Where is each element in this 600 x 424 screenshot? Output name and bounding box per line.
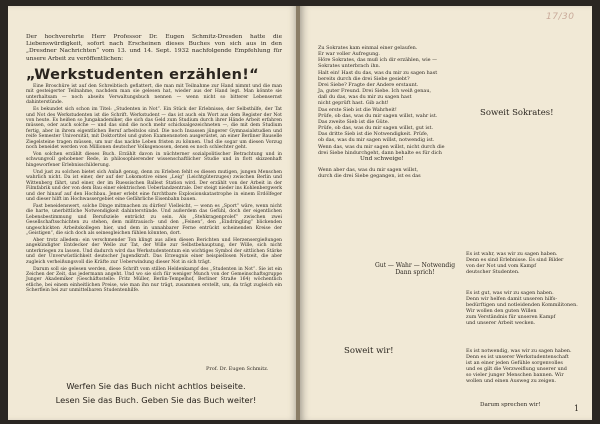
- dialog-line: drei Siebe hindurchgeht, dann behalte es für dich: [318, 149, 442, 156]
- dialog-line: durch die drei Siebe gegangen, ist es das: [318, 173, 421, 180]
- dialog-line: Sokrates unterbrach ihn.: [318, 63, 381, 70]
- dialog-line: Höre Sokrates, das muß ich dir erzählen, wie —: [318, 57, 437, 64]
- review-paragraph: Es bekundet sich schon im Titel: „Studenten in Not“. Ein Stück der Erlebnisse, der Selbsthilfe, der Tat und Not des Werkstudenten ist die Schrift. Werkstudent — das ist auch ein Wort aus dem Register der Not von heute. Es heißen so Jungakademiker, die sich das Geld zum Studium durch ihrer Hände Arbeit erfahren müssen, oder auch solche — und das sind die noch mehr schicksalgezeichneten —, die mit dem Studium fertig, aber in ihrem eigentlichen Beruf arbeitslos sind. Die noch Insassen jüngerer Gymnasialstudien und reife Semester Universität, mit Doktortitel und guten Examensnoten ausgerüstet, an einer Berliner Bauselle Ziegelsteine tragen müssen, um nur das nackte Leben fristen zu können. Und die sogar um diesen Vorzug noch beneidet werden von Millionen deutscher Volksgenossen, denen es noch schlechter geht.: [26, 107, 282, 151]
- review-body: [26, 84, 282, 295]
- review-paragraph: Und just zu solchen bietet sich Anlaß genug, denn zu Erleben fehlt es diesen mutigen, jungen Menschen wahrlich nicht. Da ist einer, der auf der Lokomotive eines „Leig“ (Leichtgüterzuges) zwischen Berlin und Wittenberg fährt, und einer, der im Ruessischen Ballest Station wird. Der erzählt von der Arbeit in der Filmfabrik und der von dem Bau einer elektrischen Ueberlandzentrale. Der steigt nieder ins Kohlenbergwerk und der hinauf auf den Hochbau. Jener erlebt eine furchtbare Explosionskatastrophe in einem Erdölfeger und dieser hilft im Hochwassergebiet eine Gefährliche Eisenbahn bauen.: [26, 169, 282, 202]
- closing-line: Es ist gut, was wir zu sagen haben.: [466, 290, 554, 296]
- pencil-annotation: 17/30: [546, 12, 575, 22]
- dialog-line: nicht geprüft hast. Gib acht!: [318, 100, 389, 107]
- review-signature: Prof. Dr. Eugen Schmitz.: [206, 366, 269, 372]
- review-paragraph: Eine Broschüre ist auf den Schreibtisch geflattert, die man mit Teilnahme zur Hand nimmt und die man mit gesteigerter Teilnahme, nachdem man sie gelesen hat, wieder aus der Hand legt. Man könnte sie unterhaltsam — noch abseits Verwaltungsbuch nennen — wenn nicht so bitterer Lebensernst dahinterstünde.: [26, 84, 282, 106]
- review-paragraph: Aber trotz alledem: ein verschmender Ton klingt aus allen diesen Berichten und Herzensergießungen angekündigter Entdecker der Welle zur Tat, der Wille zur Selbstbehauptung, der Wille, sich nicht unterkriegen zu lassen. Und dadurch wird das Werkstudententum ein wichtiges Symbol der sittlichen Stärke und der Unverwüstlichkeit deutscher Jugendkraft. Das Erzeugnis einer beispiellosen Notzeit, die aber zugleich verheißungsvoll die Kräfte zur Ueberwindung dieser Not in sich trägt.: [26, 237, 282, 265]
- soweit-wir-heading: Soweit wir!: [344, 346, 394, 356]
- headline: „Werkstudenten erzählen!“: [26, 67, 259, 83]
- dialog-line: Das zweite Sieb ist die Güte.: [318, 118, 390, 125]
- closing-block-wahr: [466, 251, 584, 275]
- closing-line: Es ist notwendig, was wir zu sagen haben.: [466, 348, 572, 354]
- right-page: [300, 6, 592, 420]
- closing-line: bedürftigen und notleidenden Kommilitonen.: [466, 302, 578, 308]
- dialog-line: Zu Sokrates kam einmal einer gelaufen.: [318, 45, 418, 51]
- dialog-line: Das erste Sieb ist die Wahrheit!: [318, 106, 397, 113]
- soweit-sokrates-heading: Soweit Sokrates!: [480, 108, 554, 118]
- closing-block-gut: [466, 290, 584, 326]
- review-paragraph: Darum soll sie gelesen werden, diese Schrift vom stillen Heldenkampf des „Studenten in Not“. Sie ist ein Zeichen der Zeit, das jedermann angeht. Und wo sie sich für weniger Munch von der Gemeinschaftsgruppe Junger Akademiker (Geschäftsstelle: Fritz Müller, Berlin-Tempelhof, Berliner Straße 164) wöchentlich etliche, bei einem einheitlichen Preise, wie man ihn nur trägt, zusammen erstellt, um, da trägt zugleich ein Scherflein bei zur unmittelbaren Studentenhilfe.: [26, 266, 282, 294]
- dialog-line: bereits durch die drei Siebe gesiebt?: [318, 75, 410, 82]
- slogan-line-1: Werfen Sie das Buch nicht achtlos beiseite.: [66, 381, 246, 391]
- dialog-line: Das dritte Sieb ist die Notwendigkeit. Prüfe,: [318, 131, 429, 138]
- closing-line: ist an einer jeden Gefühle sorgenvolles: [466, 360, 563, 366]
- closing-line: und es gilt die Verzweiflung unserer und: [466, 366, 567, 372]
- left-page: [8, 6, 298, 420]
- dialog-line: Wenn aber das, was du mir sagen willst,: [318, 166, 419, 173]
- dialog-line: Ja, guter Freund. Drei Siebe. Ich weiß genau,: [318, 88, 432, 95]
- closing-line: wollen und einen Ausweg zu zeigen.: [466, 378, 557, 384]
- refrain-line-1: Gut — Wahr — Notwendig: [374, 262, 456, 269]
- dialog-line: Halt ein! Hast du das, was du mir zu sagen hast: [318, 69, 438, 76]
- refrain: [350, 262, 480, 276]
- closing-line: Denn es sind Erlebnisse. Es sind Bilder: [466, 257, 564, 263]
- dialog-line: daß du das, was du mir zu sagen hast: [318, 94, 412, 101]
- slogan-line-2: Lesen Sie das Buch. Geben Sie das Buch weiter!: [55, 395, 257, 405]
- dialog-line: Und schweige!: [360, 155, 404, 162]
- closing-line: und unserer Arbeit wecken.: [466, 320, 536, 326]
- dialog-line: Prüfe, ob das, was du mir sagen willst, gut ist.: [318, 125, 433, 132]
- dialog-line: Wenn das, was du mir sagen willst, nicht durch die: [318, 143, 445, 150]
- dialog-line: ob das, was du mir sagen willst, notwendig ist.: [318, 137, 435, 144]
- closing-line: Denn es ist unserer Werkstudentenschaft: [466, 354, 569, 360]
- closing-line: zum Verständnis für unseren Kampf: [466, 314, 556, 320]
- closing-line: Wir wollen den guten Willen: [466, 308, 537, 314]
- refrain-line-2: Dann sprich!: [395, 269, 435, 276]
- closing-line: Es ist wahr, was wir zu sagen haben.: [466, 251, 558, 257]
- review-paragraph: Fast beneidenswert, solche Dinge mitmachen zu dürfen! Vielleicht, — wenn es „Sport“ wäre, wenn nicht die harte, unerbittliche Notwendigkeit dahinterstünde. Und außerdem das Gefühl, doch der eigentlichen Lebensbestimmung und Berufsziele entrückt zu sein. Als „Stehkragenproleť“ zwischen zwei Gesellschaftsschichten zu stehen, dem mißtrauisch- und den „Feinen“, den „Eindringling“ blickenden ungeschickten Arbeitskollegen hier, und dem in unnahbarer Ferne entrückt scheinenden Kreise der „Geistigen“, die sich doch als seinesgleichen fühlen könnten, dort.: [26, 203, 282, 236]
- closing-line: von der Not und vom Kampf: [466, 263, 537, 269]
- dialog-line: Prüfe, ob das, was du mir sagen willst, wahr ist.: [318, 112, 438, 119]
- closing-statement: Darum sprechen wir!: [480, 402, 541, 408]
- closing-line: deutscher Studenten.: [466, 269, 520, 275]
- book-spread: [8, 6, 592, 420]
- sokrates-dialog: [318, 45, 468, 179]
- closing-line: so vieler junger Menschen bannen. Wir: [466, 372, 564, 378]
- closing-block-notwendig: [466, 348, 584, 384]
- dialog-line: Er war voller Aufregung.: [318, 51, 380, 58]
- intro-paragraph: Der hochverehrte Herr Professor Dr. Eugen Schmitz-Dresden hatte die Liebenswürdigkeit, sofort nach Erscheinen dieses Buches von sich aus in den „Dresdner Nachrichten“ vom 13. und 14. Sept. 1932 nachfolgende Empfehlung für unsere Arbeit zu veröffentlichen:: [26, 34, 282, 62]
- review-paragraph: Von solchen erzählt dieses Buch. Erzählt davon in nüchterner sozialpolitischer Betrachtung und in schwungvoll gehobener Rede, in philosophierender wissenschaftlicher Studie und in flott skizzenhaft hingeworfener Erlebnisschilderung.: [26, 152, 282, 168]
- dialog-line: Drei Siebe? Fragte der Andere erstaunt.: [318, 81, 419, 88]
- page-number: 1: [574, 404, 580, 413]
- closing-line: Denn wir helfen damit unseren hilfs-: [466, 296, 557, 302]
